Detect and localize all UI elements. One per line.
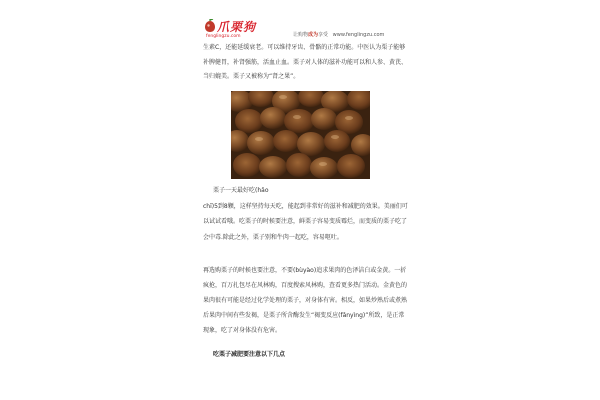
- chestnut-fruit-logo-icon: [204, 19, 216, 33]
- logo-url-text: fenglingzu.com: [206, 34, 241, 39]
- slogan-prefix: 让购物: [293, 32, 309, 38]
- intro-line-2: 补脾健胃，补肾强筋，活血止血。栗子对人体的滋补功能可以和人参、黄芪、: [203, 59, 408, 66]
- header-slogan: [293, 31, 384, 38]
- section1-line-2: 以试试看哦。吃栗子的时候要注意，鲜栗子容易变质霉烂，而变质的栗子吃了: [203, 218, 408, 225]
- section2-line-2: 疯抢，百万扎包尽在风林购，百度搜索风林购，查看更多热门活动。金黄色的: [203, 282, 408, 289]
- section3-heading: 吃栗子减肥要注意以下几点: [213, 351, 286, 358]
- section1-line-1: chī)5到8颗，这样坚持每天吃，能起到非常好的滋补和减肥的效果。美丽们可: [203, 203, 408, 210]
- section1-line-3: 会中毒.除此之外，栗子别和牛肉一起吃，容易呕吐。: [203, 234, 343, 241]
- intro-line-1: 生素C，还能延缓衰老。可以维持牙齿、骨骼的正常功能。中医认为栗子能够: [203, 44, 406, 51]
- header-site-url[interactable]: www.fenglingzu.com: [332, 32, 385, 38]
- section1-lead: 栗子一天最好吃(hǎo: [213, 187, 269, 194]
- slogan-middle: 成为: [308, 32, 319, 38]
- section2-line-4: 后果肉中间有些发褐，是栗子所含酶发生“褐变反应(fǎnyìng)”所致，是正常: [203, 312, 405, 319]
- chestnuts-photo: [231, 91, 370, 179]
- logo-brand-text: 爪栗狗: [217, 20, 257, 34]
- section2-line-3: 果肉很有可能是经过化学处理的栗子，对身体有害。相反，如果炒熟后或煮熟: [203, 297, 408, 304]
- section2-line-1: 再选购栗子的时候也要注意，不要(bùyào)追求果肉的色泽洁白或金黄。一折: [203, 267, 407, 274]
- site-logo[interactable]: [204, 18, 257, 40]
- section2-line-5: 现象，吃了对身体没有危害。: [203, 327, 282, 334]
- intro-line-3: 当归媲美。栗子又被称为“肾之果”。: [203, 73, 300, 80]
- slogan-suffix: 享受: [318, 32, 329, 38]
